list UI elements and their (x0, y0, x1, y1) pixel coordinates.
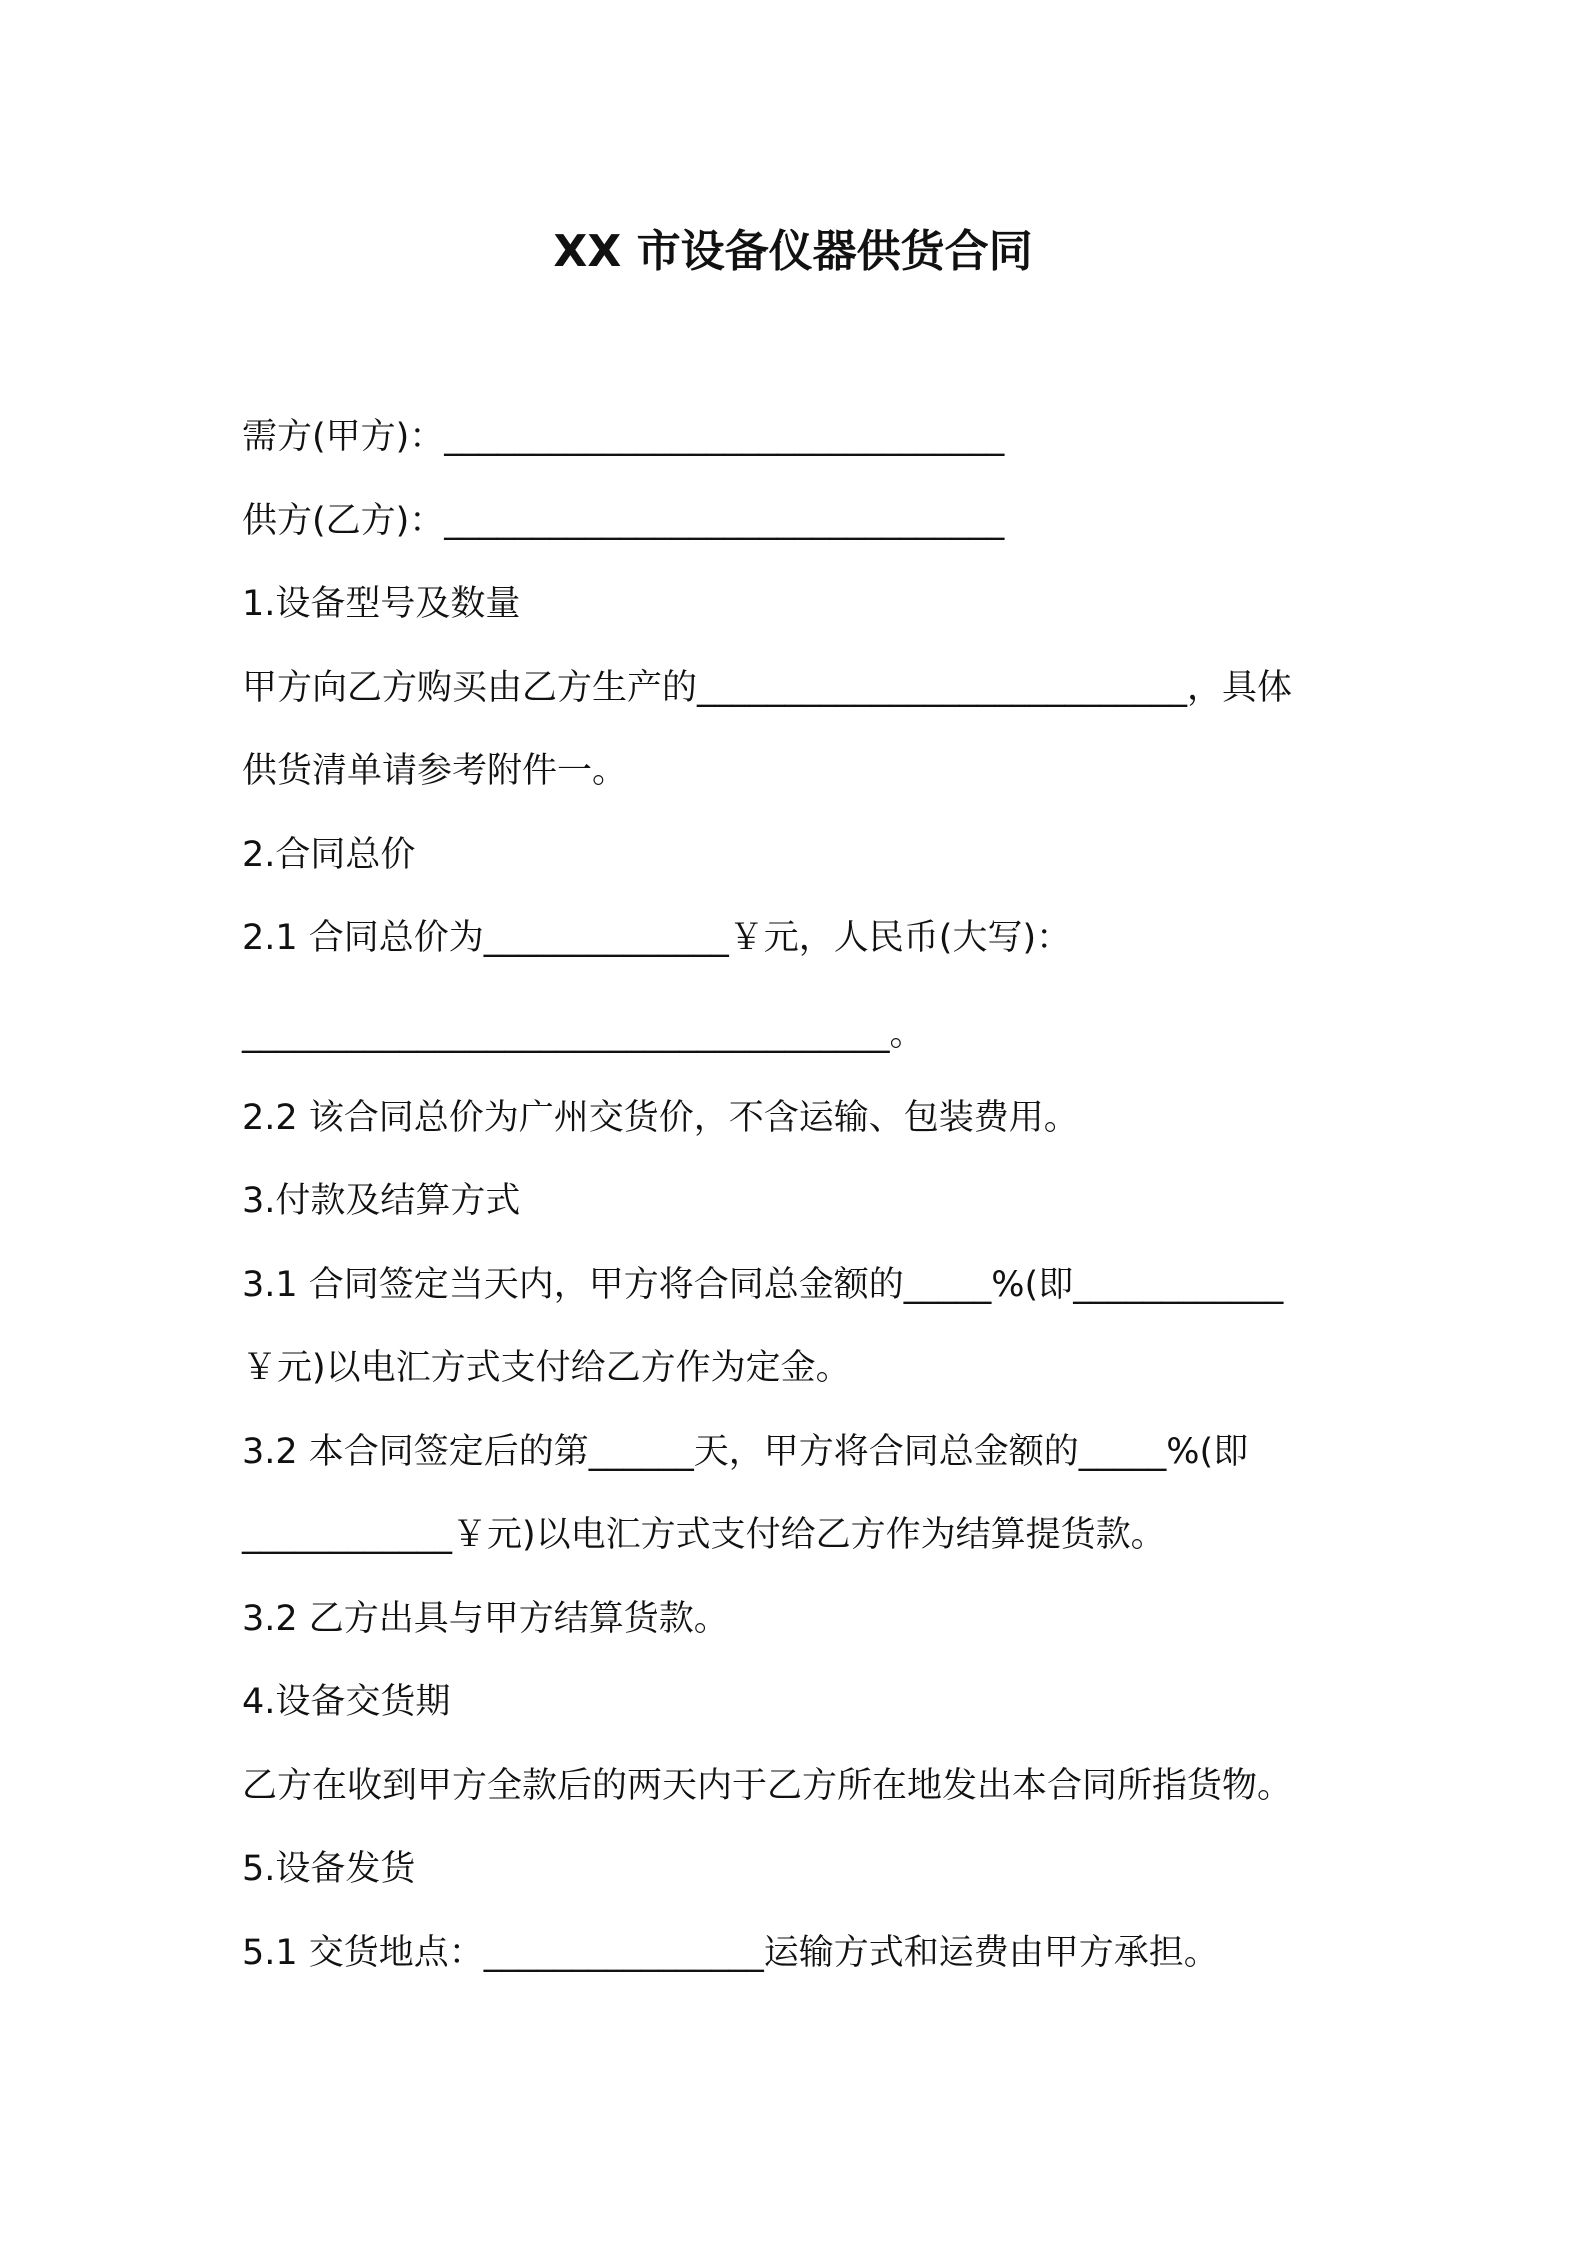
section-3-heading: 3.付款及结算方式 (242, 1181, 521, 1221)
clause-2-1-line: 2.1 合同总价为______________￥元，人民币(大写)： (242, 918, 1072, 958)
document-body (242, 412, 1362, 2011)
section-2-heading: 2.合同总价 (242, 834, 416, 875)
section-1-heading: 1.设备型号及数量 (242, 584, 521, 624)
party-b-line: 供方(乙方)：________________________________ (242, 500, 1005, 541)
clause-3-2-line: ____________￥元)以电汇方式支付给乙方作为结算提货款。 (242, 1515, 1166, 1555)
section-5-heading: 5.设备发货 (242, 1849, 416, 1889)
clause-3-1-line: 3.1 合同签定当天内，甲方将合同总金额的_____%(即____________ (242, 1264, 1284, 1305)
section-1-text-line: 甲方向乙方购买由乙方生产的____________________________，具体 (242, 667, 1293, 708)
document-title: XX 市设备仪器供货合同 (553, 226, 1033, 277)
clause-2-1-line: _____________________________________。 (242, 1014, 925, 1054)
clause-3-2b-line: 3.2 乙方出具与甲方结算货款。 (242, 1598, 729, 1639)
clause-3-1-line: ￥元)以电汇方式支付给乙方作为定金。 (242, 1348, 851, 1388)
clause-5-1-line: 5.1 交货地点：________________运输方式和运费由甲方承担。 (242, 1932, 1219, 1973)
section-4-text-line: 乙方在收到甲方全款后的两天内于乙方所在地发出本合同所指货物。 (242, 1765, 1293, 1806)
section-4-heading: 4.设备交货期 (242, 1682, 451, 1722)
clause-3-2-line: 3.2 本合同签定后的第______天，甲方将合同总金额的_____%(即 (242, 1431, 1249, 1472)
party-a-line: 需方(甲方)：________________________________ (242, 417, 1005, 457)
clause-2-2-line: 2.2 该合同总价为广州交货价，不含运输、包装费用。 (242, 1097, 1079, 1138)
section-1-text-line: 供货清单请参考附件一。 (242, 751, 628, 791)
